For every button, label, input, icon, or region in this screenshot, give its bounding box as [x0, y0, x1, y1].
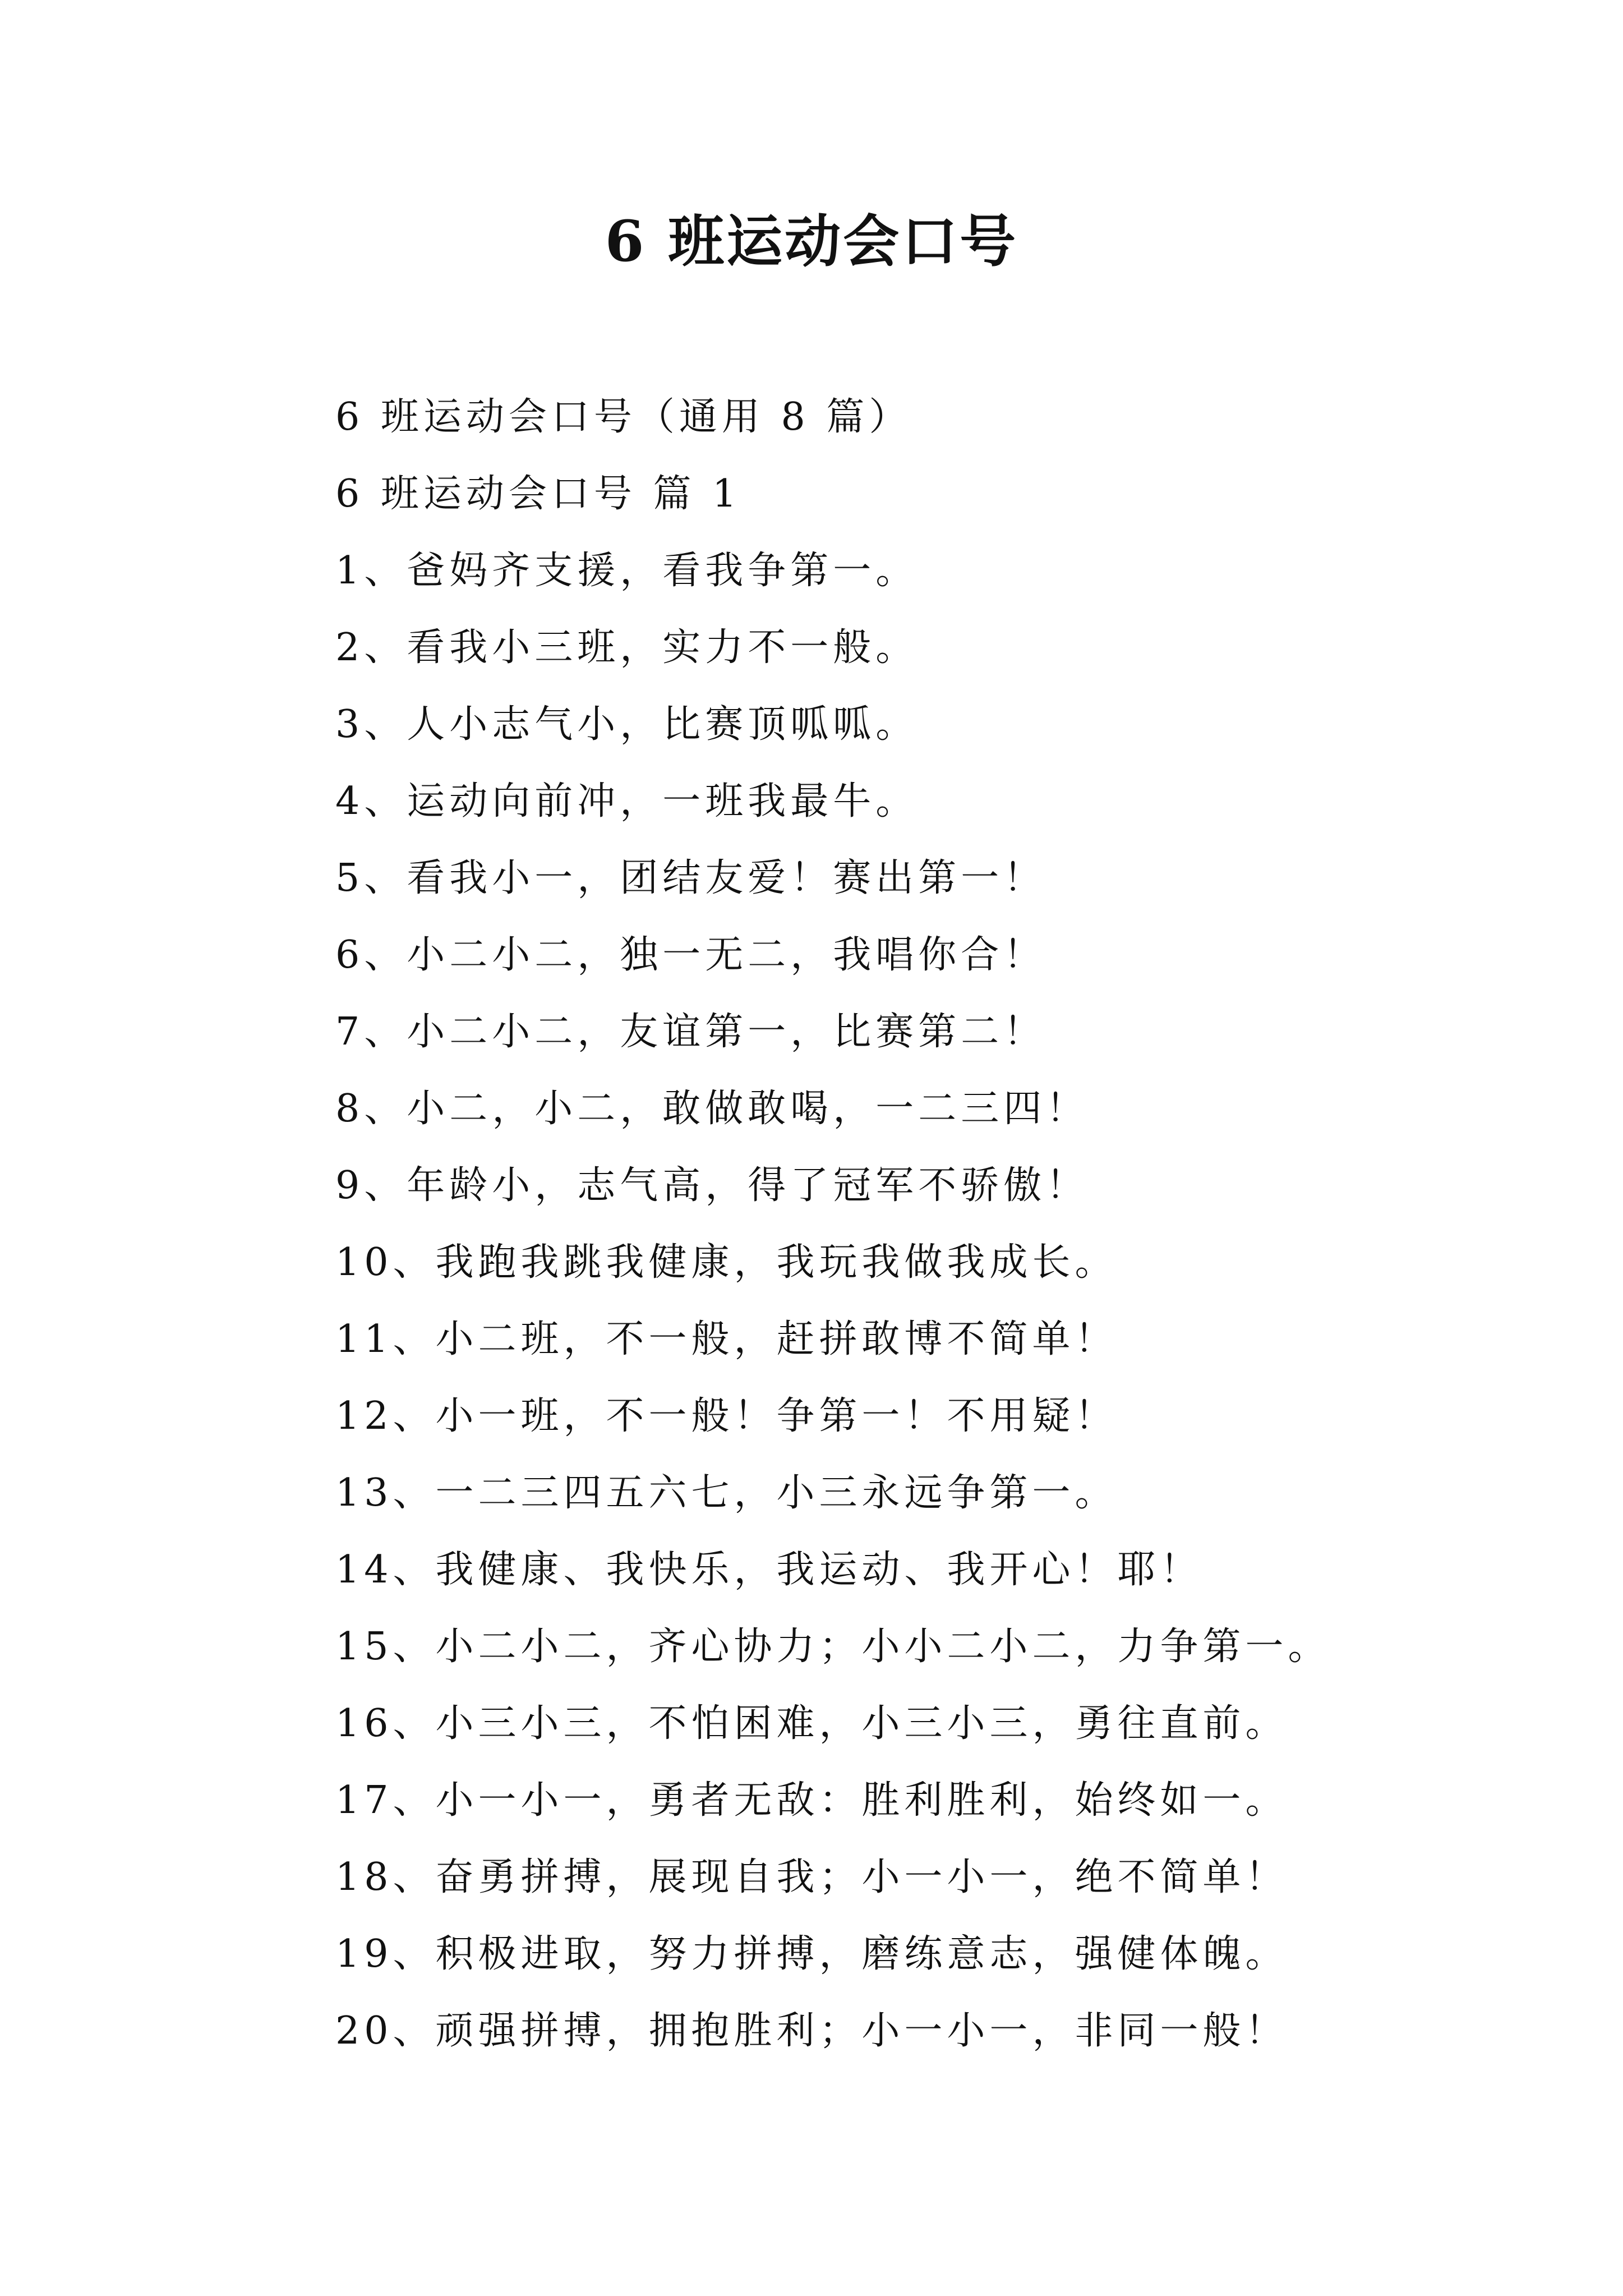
- list-item: 11、小二班，不一般，赶拼敢博不简单！: [335, 1317, 1118, 1361]
- list-item: 6、小二小二，独一无二，我唱你合！: [335, 933, 1046, 977]
- list-item: 17、小一小一，勇者无敌：胜利胜利，始终如一。: [335, 1778, 1288, 1823]
- document-title: 6 班运动会口号: [605, 208, 1018, 274]
- list-item: 9、年龄小，志气高，得了冠军不骄傲！: [335, 1163, 1089, 1208]
- list-item: 19、积极进取，努力拼搏，磨练意志，强健体魄。: [335, 1932, 1288, 1976]
- list-item: 7、小二小二，友谊第一，比赛第二！: [335, 1010, 1046, 1054]
- list-item: 8、小二，小二，敢做敢喝，一二三四！: [335, 1087, 1089, 1131]
- document-body: [335, 379, 1597, 2069]
- list-item: 10、我跑我跳我健康，我玩我做我成长。: [335, 1240, 1118, 1285]
- section-heading: 6 班运动会口号 篇 1: [335, 472, 741, 516]
- list-item: 20、顽强拼搏，拥抱胜利；小一小一，非同一般！: [335, 2009, 1288, 2053]
- document-subtitle: 6 班运动会口号（通用 8 篇）: [335, 395, 912, 439]
- list-item: 4、运动向前冲，一班我最牛。: [335, 779, 919, 823]
- list-item: 13、一二三四五六七，小三永远争第一。: [335, 1471, 1118, 1515]
- list-item: 5、看我小一，团结友爱！赛出第一！: [335, 856, 1046, 900]
- list-item: 18、奋勇拼搏，展现自我；小一小一，绝不简单！: [335, 1855, 1288, 1899]
- list-item: 14、我健康、我快乐，我运动、我开心！耶！: [335, 1548, 1203, 1592]
- list-item: 16、小三小三，不怕困难，小三小三，勇往直前。: [335, 1701, 1288, 1746]
- list-item: 15、小二小二，齐心协力；小小二小二，力争第一。: [335, 1625, 1331, 1669]
- list-item: 2、看我小三班，实力不一般。: [335, 625, 919, 670]
- list-item: 12、小一班，不一般！争第一！不用疑！: [335, 1394, 1118, 1438]
- slogan-list: [335, 532, 1597, 2069]
- list-item: 1、爸妈齐支援，看我争第一。: [335, 549, 919, 593]
- list-item: 3、人小志气小，比赛顶呱呱。: [335, 702, 919, 747]
